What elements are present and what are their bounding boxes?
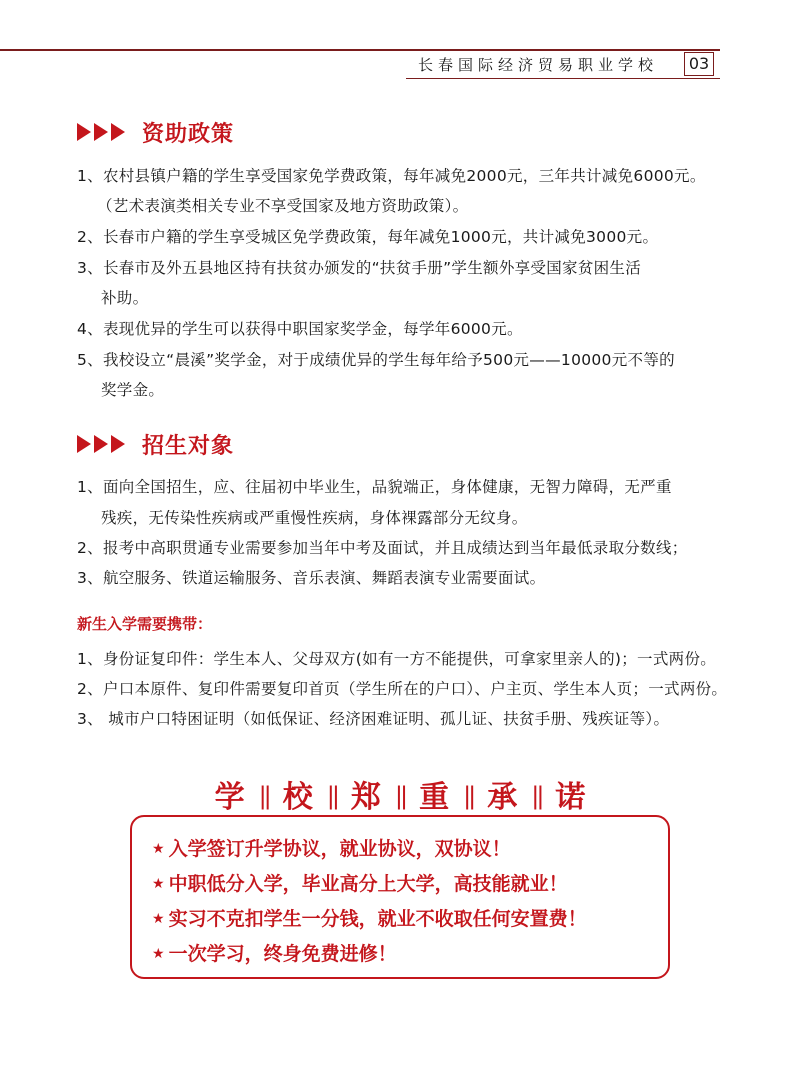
section-title: 招生对象 (142, 433, 235, 459)
page-number: 03 (684, 52, 714, 76)
enrollment-line: 残疾，无传染性疾病或严重慢性疾病，身体裸露部分无纹身。 (101, 509, 528, 527)
arrow-icon (111, 435, 125, 453)
funding-line: 5、我校设立“晨溪”奖学金，对于成绩优异的学生每年给予500元——10000元不等的 (77, 351, 675, 369)
promise-item-text: 一次学习，终身免费进修！ (168, 943, 397, 965)
promise-item (152, 939, 397, 966)
enrollment-line: 3、航空服务、铁道运输服务、音乐表演、舞蹈表演专业需要面试。 (77, 569, 546, 587)
header-rule-bottom (406, 78, 720, 79)
enrollment-line: 2、报考中高职贯通专业需要参加当年中考及面试，并且成绩达到当年最低录取分数线； (77, 539, 688, 557)
header-rule-top (0, 49, 720, 51)
section-title: 资助政策 (142, 121, 235, 147)
star-icon: ★ (152, 946, 165, 962)
promise-item (152, 834, 511, 861)
promise-item-text: 中职低分入学，毕业高分上大学，高技能就业！ (168, 873, 568, 895)
required-items-heading: 新生入学需要携带： (77, 615, 213, 633)
arrow-icon (77, 123, 91, 141)
funding-line: 补助。 (101, 289, 149, 307)
required-item-line: 2、户口本原件、复印件需要复印首页（学生所在的户口）、户主页、学生本人页；一式两份。 (77, 680, 728, 698)
promise-item (152, 869, 568, 896)
funding-line: 3、长春市及外五县地区持有扶贫办颁发的“扶贫手册”学生额外享受国家贫困生活 (77, 259, 642, 277)
required-item-line: 3、 城市户口特困证明（如低保证、经济困难证明、孤儿证、扶贫手册、残疾证等）。 (77, 710, 670, 728)
arrow-icon (94, 435, 108, 453)
promise-title-char: 学 (214, 780, 245, 815)
funding-line: 奖学金。 (101, 381, 165, 399)
promise-item (152, 904, 587, 931)
promise-title (0, 772, 800, 816)
promise-title-char: 承 (487, 780, 518, 815)
star-icon: ★ (152, 841, 165, 857)
separator: || (326, 782, 337, 810)
promise-item-text: 实习不克扣学生一分钱，就业不收取任何安置费！ (168, 908, 587, 930)
promise-title-char: 重 (419, 780, 450, 815)
separator: || (394, 782, 406, 810)
funding-line: 2、长春市户籍的学生享受城区免学费政策，每年减免1000元，共计减免3000元。 (77, 228, 659, 246)
funding-line: 4、表现优异的学生可以获得中职国家奖学金，每学年6000元。 (77, 320, 523, 338)
school-name: 长春国际经济贸易职业学校 (418, 56, 659, 74)
triple-arrow-icon (77, 123, 128, 141)
promise-title-char: 校 (282, 780, 313, 815)
promise-item-text: 入学签订升学协议，就业协议，双协议！ (168, 838, 511, 860)
enrollment-line: 1、面向全国招生，应、往届初中毕业生，品貌端正，身体健康，无智力障碍，无严重 (77, 478, 672, 496)
funding-line: （艺术表演类相关专业不享受国家及地方资助政策）。 (97, 197, 469, 215)
star-icon: ★ (152, 876, 165, 892)
arrow-icon (111, 123, 125, 141)
section-heading-enrollment (77, 428, 234, 460)
arrow-icon (94, 123, 108, 141)
arrow-icon (77, 435, 91, 453)
promise-title-char: 诺 (555, 780, 586, 815)
star-icon: ★ (152, 911, 165, 927)
required-item-line: 1、身份证复印件：学生本人、父母双方(如有一方不能提供，可拿家里亲人的)；一式两份。 (77, 650, 717, 668)
section-heading-funding (77, 116, 234, 148)
separator: || (258, 782, 269, 810)
triple-arrow-icon (77, 435, 128, 453)
separator: || (531, 782, 542, 810)
funding-line: 1、农村县镇户籍的学生享受国家免学费政策，每年减免2000元，三年共计减免6000元。 (77, 167, 706, 185)
promise-title-char: 郑 (350, 780, 381, 815)
separator: || (463, 782, 474, 810)
